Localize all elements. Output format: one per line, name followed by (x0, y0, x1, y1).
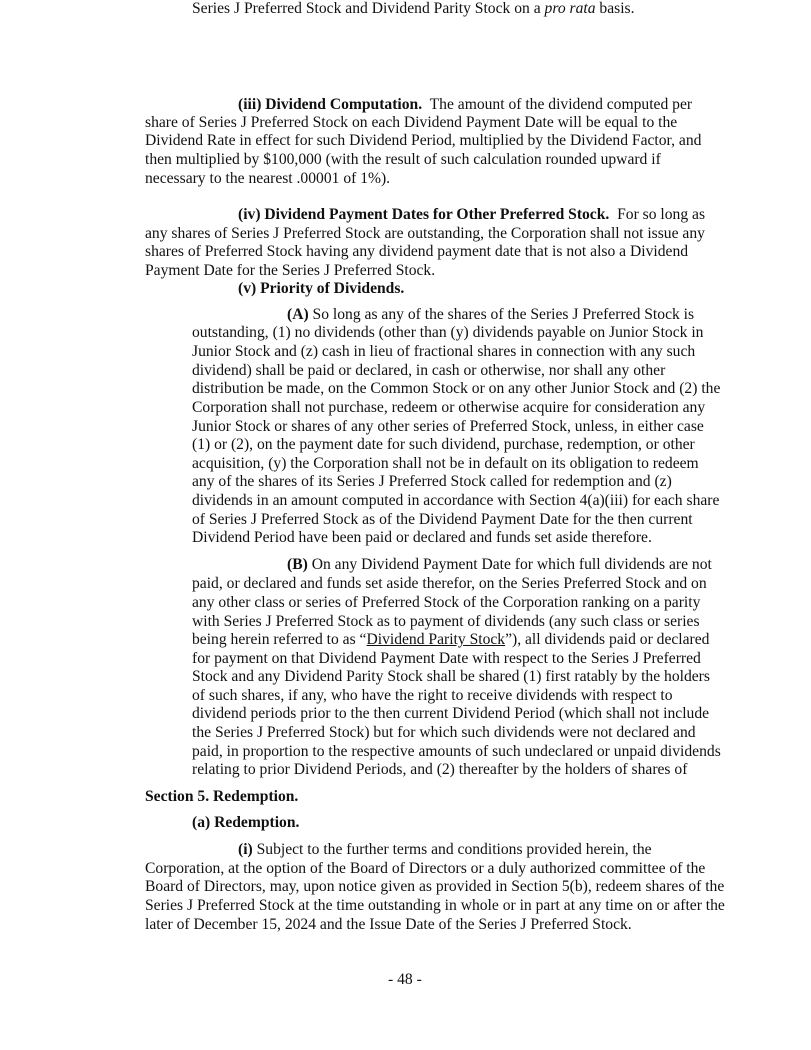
div-computation-line: Dividend Rate in effect for such Dividend Period, multiplied by the Dividend Factor, and (145, 132, 702, 149)
bold-heading: (B) (287, 556, 308, 573)
text: On any Dividend Payment Date for which full dividends are not (307, 556, 712, 573)
priority-a-line: Corporation shall not purchase, redeem or otherwise acquire for consideration any (192, 399, 706, 416)
text: being herein referred to as “ (192, 631, 367, 648)
priority-b-line: relating to prior Dividend Periods, and (2) thereafter by the holders of shares of (192, 761, 688, 778)
italic-text: pro rata (544, 0, 596, 17)
priority-b-line: any other class or series of Preferred Stock of the Corporation ranking on a parity (192, 594, 701, 611)
bold-heading: (v) Priority of Dividends. (238, 280, 405, 297)
div-payment-dates-line: any shares of Series J Preferred Stock are outstanding, the Corporation shall not issue any (145, 225, 705, 242)
priority-a-line: any of the shares of its Series J Preferred Stock called for redemption and (z) (192, 473, 672, 490)
priority-a-line: dividends in an amount computed in accordance with Section 4(a)(iii) for each share (192, 492, 720, 509)
priority-heading-line (238, 280, 404, 298)
redemption-i-line: Corporation, at the option of the Board of Directors or a duly authorized committee of the (145, 860, 706, 877)
priority-b-line: paid, in proportion to the respective amounts of such undeclared or unpaid dividends (192, 743, 721, 760)
bold-heading: (iv) Dividend Payment Dates for Other Preferred Stock. (238, 206, 610, 223)
bold-heading: (i) (238, 841, 253, 858)
text: ”), all dividends paid or declared (505, 631, 710, 648)
priority-a-line: distribution be made, on the Common Stock or on any other Junior Stock and (2) the (192, 380, 721, 397)
div-payment-dates-line (238, 206, 705, 224)
priority-a-line: Junior Stock or shares of any other series of Preferred Stock, unless, in either case (192, 418, 704, 435)
redemption-i-line: later of December 15, 2024 and the Issue Date of the Series J Preferred Stock. (145, 916, 632, 933)
page-number: - 48 - (388, 971, 422, 988)
text: So long as any of the shares of the Series J Preferred Stock is (308, 306, 695, 323)
text: Series J Preferred Stock and Dividend Parity Stock on a (192, 0, 545, 17)
priority-a-line: of Series J Preferred Stock as of the Dividend Payment Date for the then current (192, 511, 693, 528)
priority-a-line: Dividend Period have been paid or declared and funds set aside therefore. (192, 529, 652, 546)
bold-heading: Section 5. Redemption. (145, 788, 299, 805)
text: basis. (595, 0, 635, 17)
defined-term: Dividend Parity Stock (366, 631, 506, 648)
priority-a-line: (1) or (2), on the payment date for such dividend, purchase, redemption, or other (192, 436, 695, 453)
priority-a-line (287, 306, 694, 324)
priority-b-line: the Series J Preferred Stock) but for which such dividends were not declared and (192, 724, 696, 741)
priority-b-line: of such shares, if any, who have the right to receive dividends with respect to (192, 687, 673, 704)
div-computation-line: share of Series J Preferred Stock on each Dividend Payment Date will be equal to the (145, 114, 678, 131)
redemption-heading-line (192, 814, 299, 832)
bold-heading: (iii) Dividend Computation. (238, 96, 423, 113)
priority-b-line: dividend periods prior to the then current Dividend Period (which shall not include (192, 705, 710, 722)
text: The amount of the dividend computed per (422, 96, 693, 113)
div-computation-line: necessary to the nearest .00001 of 1%). (145, 170, 391, 187)
div-computation-line (238, 96, 692, 114)
div-payment-dates-line: shares of Preferred Stock having any dividend payment date that is not also a Dividend (145, 243, 689, 260)
section-5-heading-line (145, 788, 298, 806)
priority-b-line: with Series J Preferred Stock as to payment of dividends (any such class or series (192, 613, 700, 630)
priority-b-line (287, 556, 712, 574)
priority-a-line: dividend) shall be paid or declared, in cash or otherwise, nor shall any other (192, 362, 666, 379)
redemption-i-line: Board of Directors, may, upon notice given as provided in Section 5(b), redeem shares of the (145, 878, 725, 895)
priority-b-line: paid, or declared and funds set aside therefor, on the Series Preferred Stock and on (192, 575, 707, 592)
redemption-i-line: Series J Preferred Stock at the time outstanding in whole or in part at any time on or after the (145, 897, 725, 914)
div-payment-dates-line: Payment Date for the Series J Preferred Stock. (145, 262, 436, 279)
priority-a-line: Junior Stock and (z) cash in lieu of fractional shares in connection with any such (192, 343, 696, 360)
priority-b-line (192, 631, 709, 649)
text: Subject to the further terms and conditions provided herein, the (252, 841, 652, 858)
priority-a-line: acquisition, (y) the Corporation shall not be in default on its obligation to redeem (192, 455, 699, 472)
text: For so long as (609, 206, 706, 223)
div-computation-line: then multiplied by $100,000 (with the result of such calculation rounded upward if (145, 151, 661, 168)
priority-b-line (192, 0, 635, 18)
priority-b-line: Stock and any Dividend Parity Stock shall be shared (1) first ratably by the holders (192, 668, 710, 685)
priority-b-line: for payment on that Dividend Payment Date with respect to the Series J Preferred (192, 650, 701, 667)
bold-heading: (A) (287, 306, 309, 323)
priority-a-line: outstanding, (1) no dividends (other than (y) dividends payable on Junior Stock in (192, 324, 704, 341)
bold-heading: (a) Redemption. (192, 814, 300, 831)
redemption-i-line (238, 841, 652, 859)
